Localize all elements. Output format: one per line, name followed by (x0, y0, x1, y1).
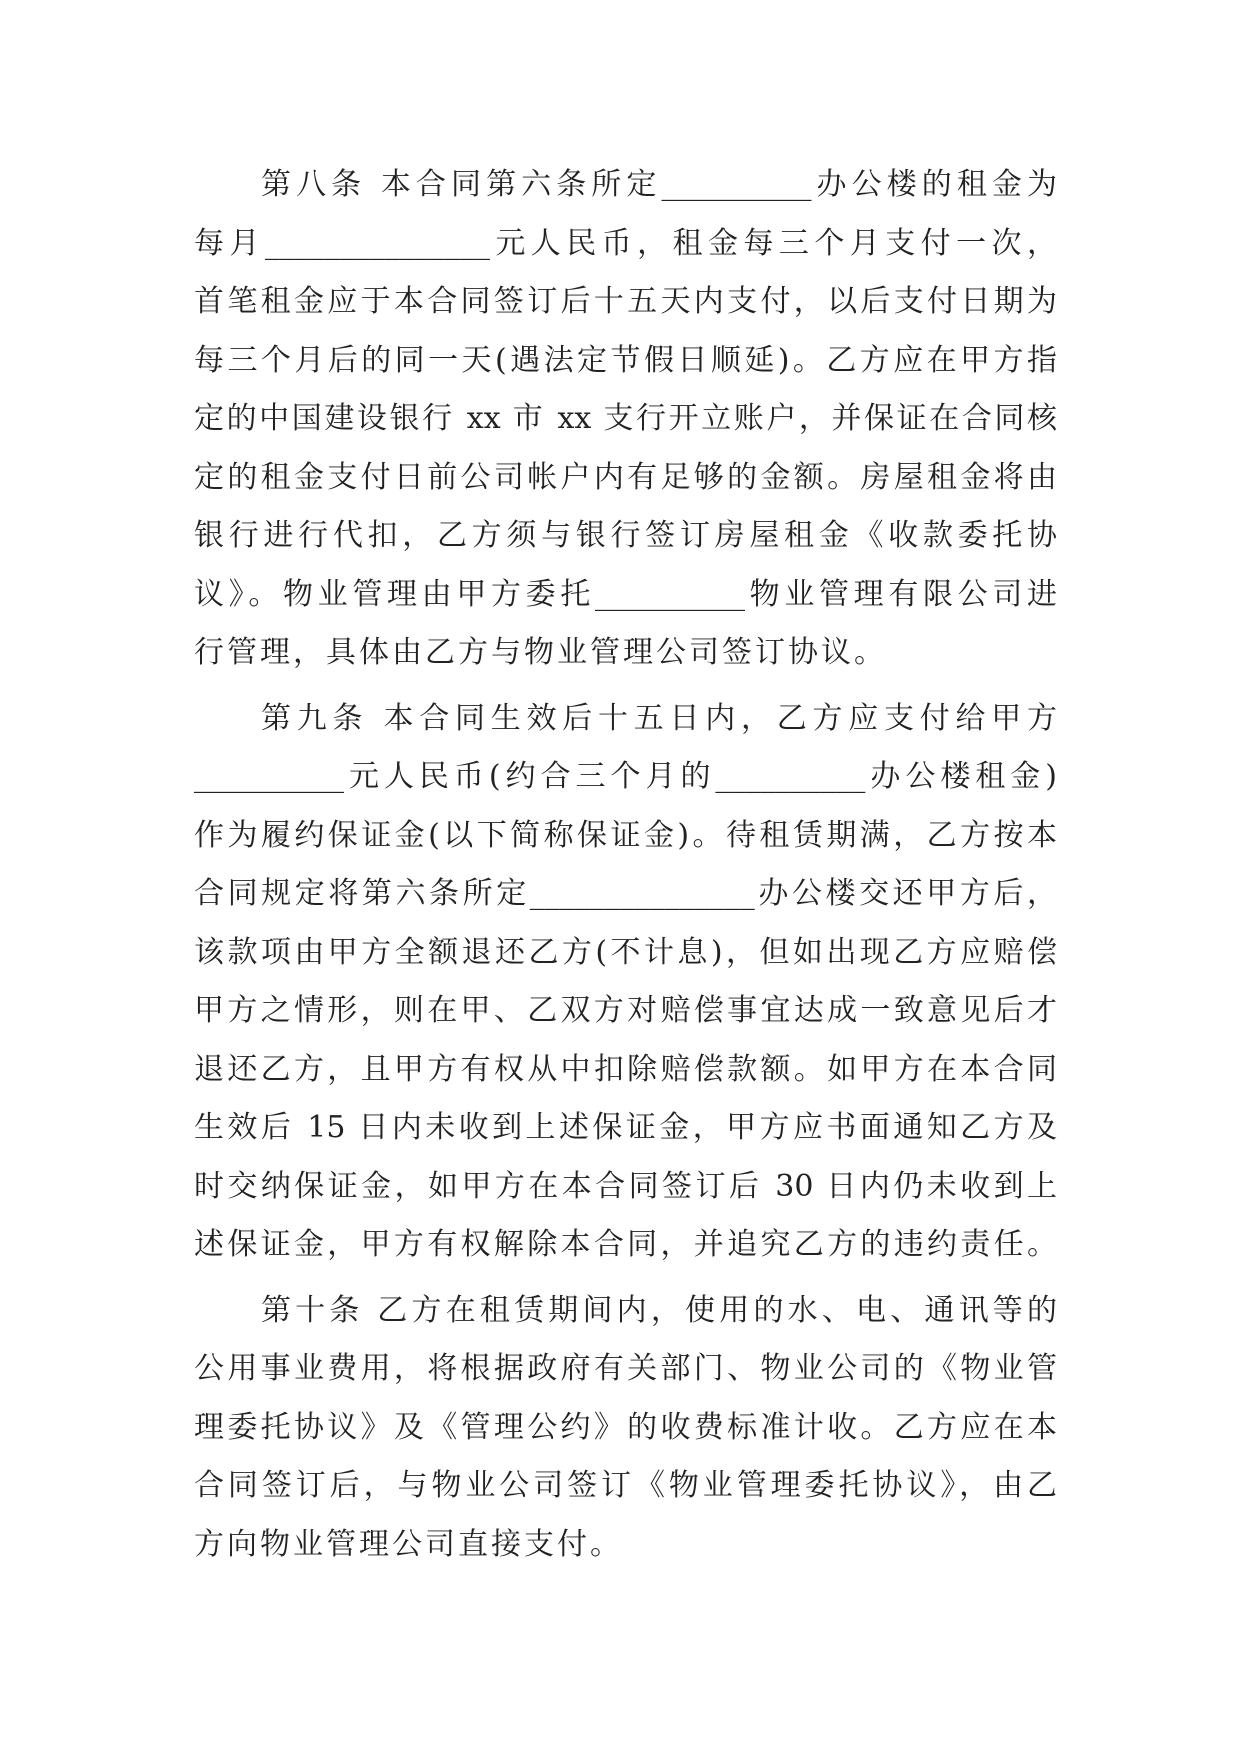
paragraph-article-10 (194, 1282, 1057, 1575)
text-line: 议》。物业管理由甲方委托__________物业管理有限公司进 (194, 576, 1057, 612)
text-line: 甲方之情形，则在甲、乙双方对赔偿事宜达成一致意见后才 (194, 993, 1057, 1028)
text-line: 时交纳保证金，如甲方在本合同签订后 30 日内仍未收到上 (194, 1168, 1057, 1204)
text-line: 作为履约保证金(以下简称保证金)。待租赁期满，乙方按本 (194, 817, 1057, 853)
text-line: 方向物业管理公司直接支付。 (194, 1526, 623, 1562)
text-line: 理委托协议》及《管理公约》的收费标准计收。乙方应在本 (194, 1409, 1057, 1445)
text-line: 定的中国建设银行 xx 市 xx 支行开立账户，并保证在合同核 (194, 401, 1057, 436)
text-line: 生效后 15 日内未收到上述保证金，甲方应书面通知乙方及 (194, 1110, 1057, 1145)
text-line: 第八条 本合同第六条所定__________办公楼的租金为 (261, 167, 1057, 202)
text-line: 述保证金，甲方有权解除本合同，并追究乙方的违约责任。 (194, 1227, 1057, 1262)
text-line: 退还乙方，且甲方有权从中扣除赔偿款额。如甲方在本合同 (194, 1051, 1057, 1087)
text-line: 公用事业费用，将根据政府有关部门、物业公司的《物业管 (194, 1351, 1057, 1386)
text-line: 第九条 本合同生效后十五日内，乙方应支付给甲方 (261, 700, 1057, 736)
text-line: 行管理，具体由乙方与物业管理公司签订协议。 (194, 635, 887, 670)
text-line: 该款项由甲方全额退还乙方(不计息)，但如出现乙方应赔偿 (194, 934, 1057, 970)
text-line: __________元人民币(约合三个月的__________办公楼租金) (194, 759, 1057, 794)
paragraph-article-8 (194, 156, 1057, 683)
text-line: 合同签订后，与物业公司签订《物业管理委托协议》，由乙 (194, 1468, 1057, 1503)
text-line: 首笔租金应于本合同签订后十五天内支付，以后支付日期为 (194, 284, 1057, 319)
text-line: 定的租金支付日前公司帐户内有足够的金额。房屋租金将由 (194, 459, 1057, 495)
text-line: 每三个月后的同一天(遇法定节假日顺延)。乙方应在甲方指 (194, 342, 1057, 378)
text-line: 合同规定将第六条所定_______________办公楼交还甲方后， (194, 876, 1057, 911)
text-line: 第十条 乙方在租赁期间内，使用的水、电、通讯等的 (261, 1292, 1057, 1328)
text-line: 每月_______________元人民币，租金每三个月支付一次， (194, 225, 1057, 261)
paragraph-article-9 (194, 690, 1057, 1275)
text-line: 银行进行代扣，乙方须与银行签订房屋租金《收款委托协 (194, 518, 1057, 553)
document-body (194, 156, 1057, 1574)
